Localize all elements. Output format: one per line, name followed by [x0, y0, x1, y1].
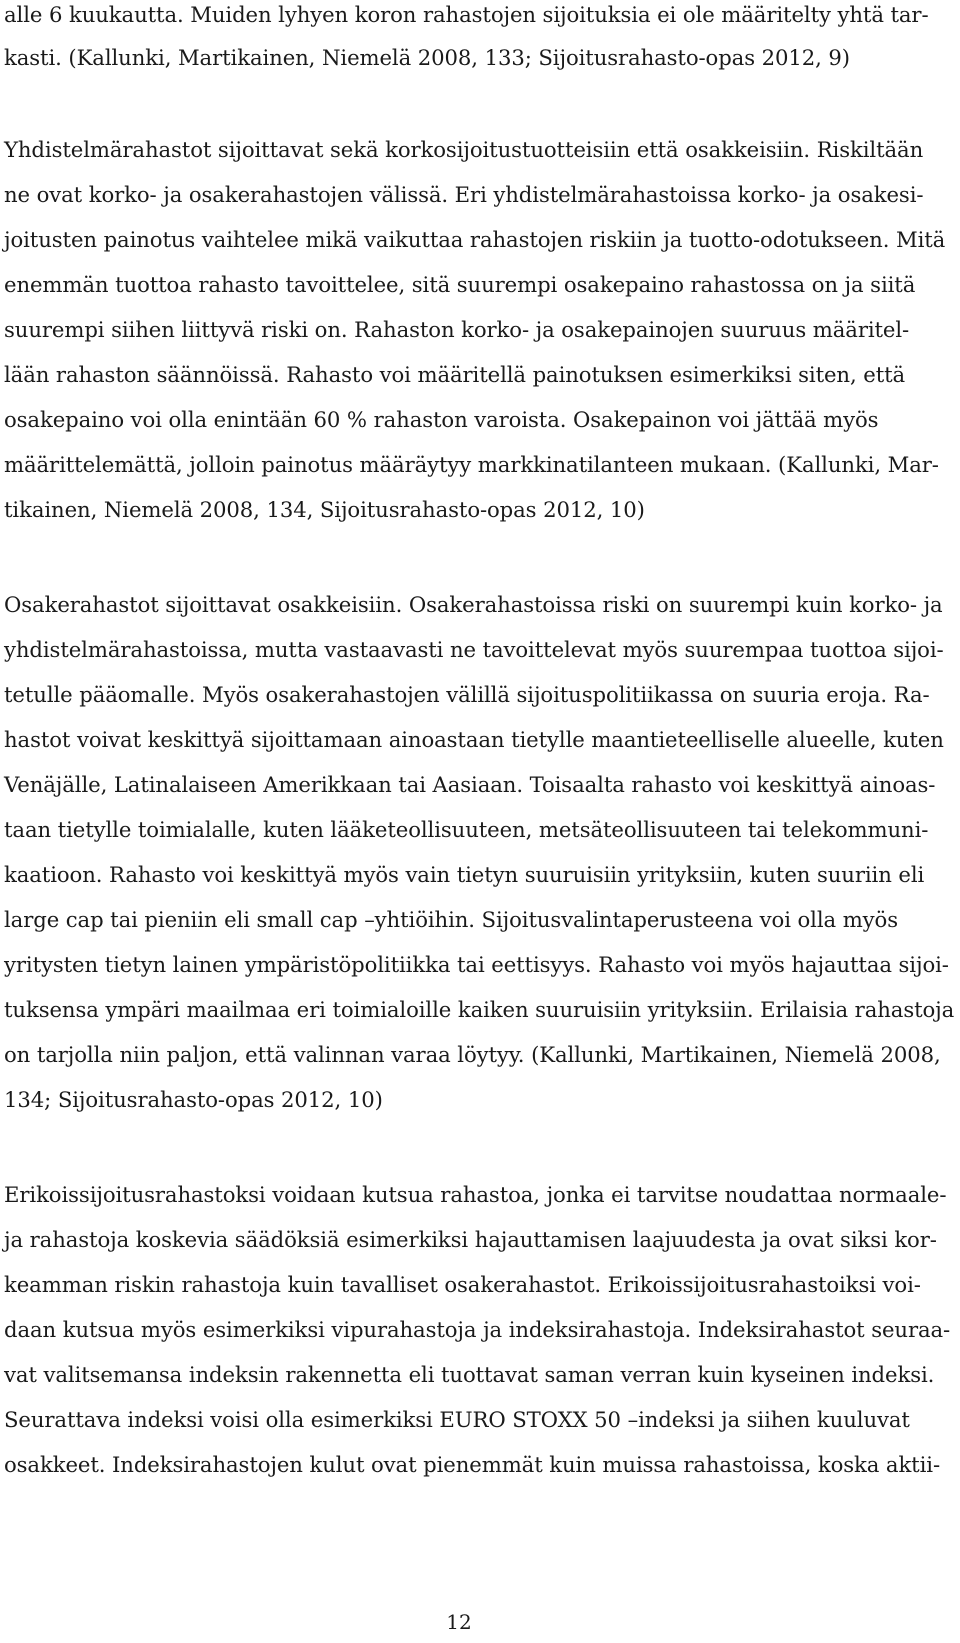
text-line: tetulle pääomalle. Myös osakerahastojen välillä sijoituspolitiikassa on suuria eroja. Ra-: [4, 682, 930, 707]
text-line: Erikoissijoitusrahastoksi voidaan kutsua rahastoa, jonka ei tarvitse noudattaa normaale-: [4, 1182, 947, 1207]
text-line: vat valitsemansa indeksin rakennetta eli tuottavat saman verran kuin kyseinen indeksi.: [4, 1362, 935, 1387]
text-line: keamman riskin rahastoja kuin tavalliset osakerahastot. Erikoissijoitusrahastoiksi voi-: [4, 1272, 921, 1297]
text-line: suurempi siihen liittyvä riski on. Rahaston korko- ja osakepainojen suuruus määritel-: [4, 317, 910, 342]
text-line: Osakerahastot sijoittavat osakkeisiin. Osakerahastoissa riski on suurempi kuin korko- ja: [4, 592, 943, 617]
text-line: on tarjolla niin paljon, että valinnan varaa löytyy. (Kallunki, Martikainen, Niemelä 2008,: [4, 1042, 941, 1067]
text-line: hastot voivat keskittyä sijoittamaan ainoastaan tietylle maantieteelliselle alueelle, kuten: [4, 727, 944, 752]
text-line: enemmän tuottoa rahasto tavoittelee, sitä suurempi osakepaino rahastossa on ja siitä: [4, 272, 916, 297]
text-line: large cap tai pieniin eli small cap –yhtiöihin. Sijoitusvalintaperusteena voi olla myös: [4, 907, 898, 932]
text-line: tikainen, Niemelä 2008, 134, Sijoitusrahasto-opas 2012, 10): [4, 497, 645, 522]
text-line: Yhdistelmärahastot sijoittavat sekä korkosijoitustuotteisiin että osakkeisiin. Riskiltään: [4, 137, 924, 162]
text-line: yritysten tietyn lainen ympäristöpolitiikka tai eettisyys. Rahasto voi myös hajauttaa sijoi-: [4, 952, 949, 977]
text-line: 134; Sijoitusrahasto-opas 2012, 10): [4, 1087, 383, 1112]
text-line: Venäjälle, Latinalaiseen Amerikkaan tai Aasiaan. Toisaalta rahasto voi keskittyä ainoas-: [4, 772, 936, 797]
text-line: kasti. (Kallunki, Martikainen, Niemelä 2008, 133; Sijoitusrahasto-opas 2012, 9): [4, 45, 850, 70]
text-line: ja rahastoja koskevia säädöksiä esimerkiksi hajauttamisen laajuudesta ja ovat siksi kor-: [4, 1227, 937, 1252]
text-line: määrittelemättä, jolloin painotus määräytyy markkinatilanteen mukaan. (Kallunki, Mar-: [4, 452, 939, 477]
page-number: 12: [446, 1610, 472, 1634]
text-line: osakkeet. Indeksirahastojen kulut ovat pienemmät kuin muissa rahastoissa, koska aktii-: [4, 1452, 941, 1477]
text-line: tuksensa ympäri maailmaa eri toimialoille kaiken suuruisiin yrityksiin. Erilaisia rahastoja: [4, 997, 955, 1022]
text-line: kaatioon. Rahasto voi keskittyä myös vain tietyn suuruisiin yrityksiin, kuten suuriin eli: [4, 862, 925, 887]
text-line: joitusten painotus vaihtelee mikä vaikuttaa rahastojen riskiin ja tuotto-odotukseen. Mitä: [4, 227, 946, 252]
text-line: lään rahaston säännöissä. Rahasto voi määritellä painotuksen esimerkiksi siten, että: [4, 362, 906, 387]
text-line: alle 6 kuukautta. Muiden lyhyen koron rahastojen sijoituksia ei ole määritelty yhtä tar-: [4, 2, 929, 27]
text-line: ne ovat korko- ja osakerahastojen välissä. Eri yhdistelmärahastoissa korko- ja osakesi-: [4, 182, 924, 207]
text-line: yhdistelmärahastoissa, mutta vastaavasti ne tavoittelevat myös suurempaa tuottoa sijoi-: [4, 637, 944, 662]
text-line: Seurattava indeksi voisi olla esimerkiksi EURO STOXX 50 –indeksi ja siihen kuuluvat: [4, 1407, 910, 1432]
text-line: taan tietylle toimialalle, kuten lääketeollisuuteen, metsäteollisuuteen tai telekommuni-: [4, 817, 929, 842]
text-line: osakepaino voi olla enintään 60 % rahaston varoista. Osakepainon voi jättää myös: [4, 407, 879, 432]
text-line: daan kutsua myös esimerkiksi vipurahastoja ja indeksirahastoja. Indeksirahastot seuraa-: [4, 1317, 951, 1342]
